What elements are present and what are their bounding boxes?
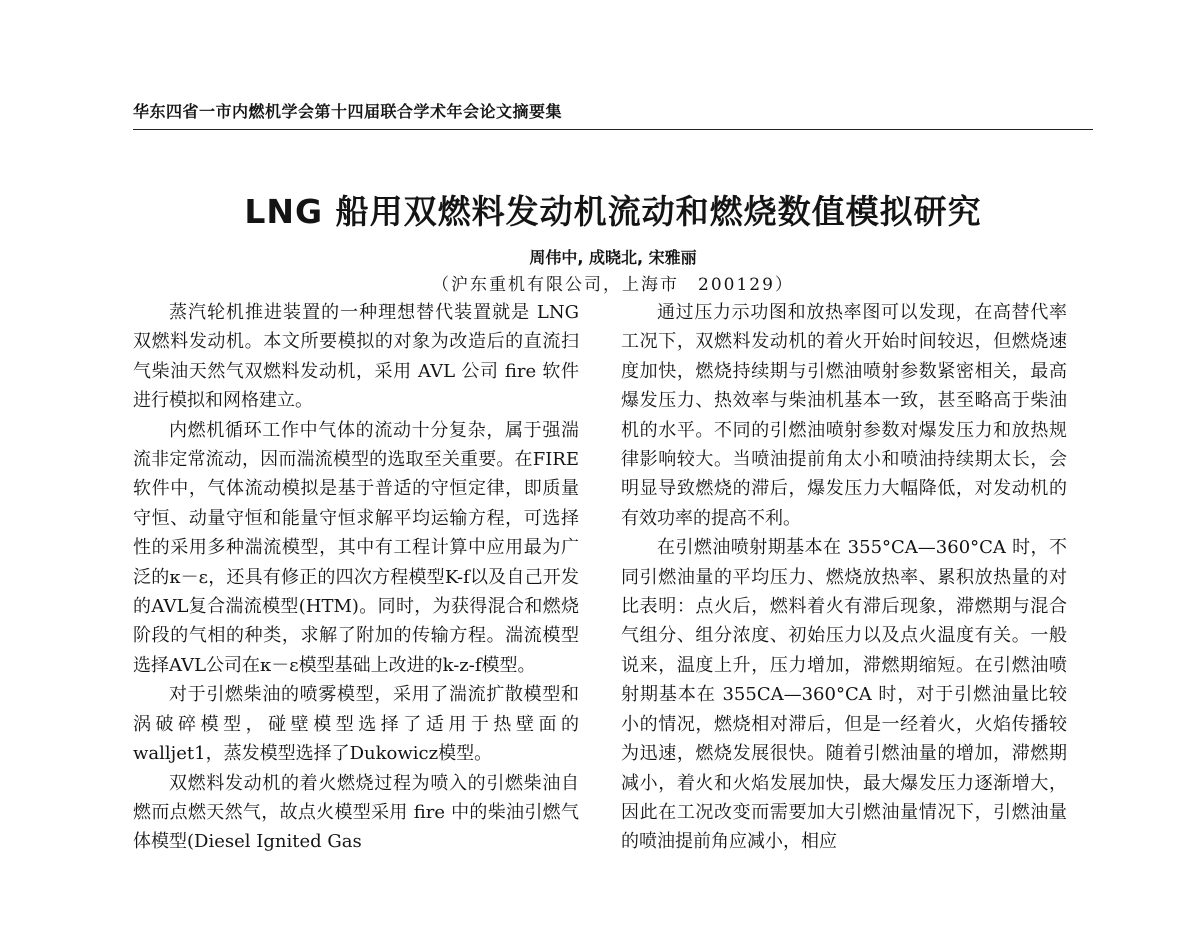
body-paragraph: 通过压力示功图和放热率图可以发现，在高替代率工况下，双燃料发动机的着火开始时间较迟，但燃烧速度加快，燃烧持续期与引燃油喷射参数紧密相关，最高爆发压力、热效率与柴油机基本一致，甚至略高于柴油机的水平。不同的引燃油喷射参数对爆发压力和放热规律影响较大。当喷油提前角太小和喷油持续期太长，会明显导致燃烧的滞后，爆发压力大幅降低，对发动机的有效功率的提高不利。 bbox=[621, 302, 1067, 529]
paper-affiliation: （沪东重机有限公司，上海市 200129） bbox=[432, 275, 794, 295]
running-header: 华东四省一市内燃机学会第十四届联合学术年会论文摘要集 bbox=[133, 99, 1093, 130]
paper-authors: 周伟中, 成晓北, 宋雅丽 bbox=[529, 248, 697, 267]
right-column bbox=[621, 298, 1067, 857]
body-paragraph: 双燃料发动机的着火燃烧过程为喷入的引燃柴油自燃而点燃天然气，故点火模型采用 fire 中的柴油引燃气体模型(Diesel Ignited Gas bbox=[133, 772, 579, 853]
body-paragraph: 在引燃油喷射期基本在 355°CA—360°CA 时，不同引燃油量的平均压力、燃烧放热率、累积放热量的对比表明：点火后，燃料着火有滞后现象，滞燃期与混合气组分、组分浓度、初始压力以及点火温度有关。一般说来，温度上升，压力增加，滞燃期缩短。在引燃油喷射期基本在 355CA—360°CA 时，对于引燃油量比较小的情况，燃烧相对滞后，但是一经着火，火焰传播较为迅速，燃烧发展很快。随着引燃油量的增加，滞燃期减小，着火和火焰发展加快，最大爆发压力逐渐增大，因此在工况改变而需要加大引燃油量情况下，引燃油量的喷油提前角应减小，相应 bbox=[621, 537, 1067, 853]
paper-title: LNG 船用双燃料发动机流动和燃烧数值模拟研究 bbox=[244, 192, 982, 231]
body-paragraph: 蒸汽轮机推进装置的一种理想替代装置就是 LNG 双燃料发动机。本文所要模拟的对象为改造后的直流扫气柴油天然气双燃料发动机，采用 AVL 公司 fire 软件进行模拟和网格建立。 bbox=[133, 302, 579, 412]
left-column bbox=[133, 298, 579, 857]
body-paragraph: 内燃机循环工作中气体的流动十分复杂，属于强湍流非定常流动，因而湍流模型的选取至关重要。在FIRE软件中，气体流动模拟是基于普适的守恒定律，即质量守恒、动量守恒和能量守恒求解平均运输方程，可选择性的采用多种湍流模型，其中有工程计算中应用最为广泛的κ－ε，还具有修正的四次方程模型K-f以及自己开发的AVL复合湍流模型(HTM)。同时，为获得混合和燃烧阶段的气相的种类，求解了附加的传输方程。湍流模型选择AVL公司在κ－ε模型基础上改进的k-z-f模型。 bbox=[133, 419, 579, 676]
body-paragraph: 对于引燃柴油的喷雾模型，采用了湍流扩散模型和涡破碎模型，碰壁模型选择了适用于热壁面的walljet1，蒸发模型选择了Dukowicz模型。 bbox=[133, 684, 579, 765]
